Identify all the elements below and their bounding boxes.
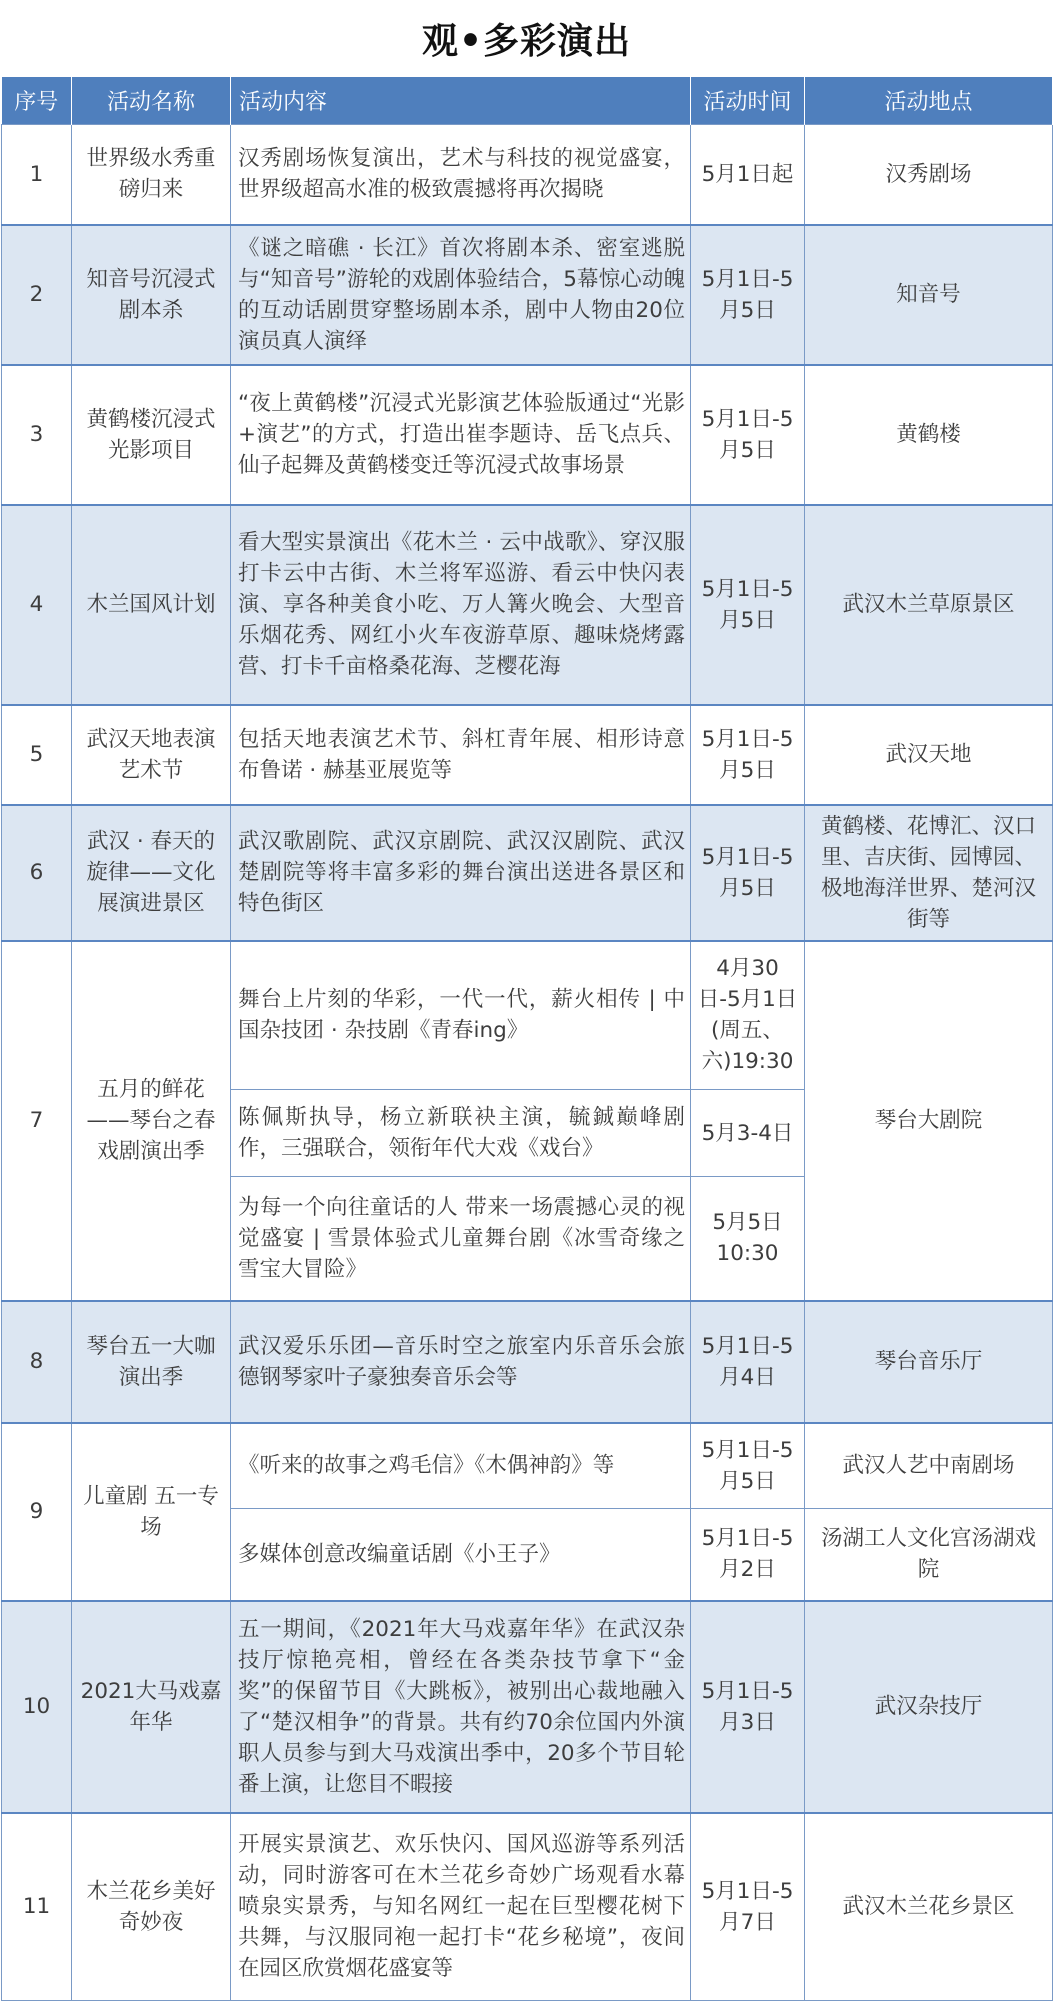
header-place: 活动地点	[805, 77, 1053, 125]
row-no: 1	[2, 125, 72, 225]
table-row	[2, 805, 1053, 941]
row-no: 6	[2, 805, 72, 941]
row-content: 陈佩斯执导，杨立新联袂主演，毓鋮巅峰剧作，三强联合，领衔年代大戏《戏台》	[231, 1090, 691, 1177]
row-time: 5月1日-5月5日	[691, 225, 805, 365]
row-no: 11	[2, 1813, 72, 2001]
row-time: 5月1日-5月5日	[691, 505, 805, 705]
row-place: 知音号	[805, 225, 1053, 365]
row-content: 看大型实景演出《花木兰 · 云中战歌》、穿汉服打卡云中古街、木兰将军巡游、看云中快闪表演、享各种美食小吃、万人篝火晚会、大型音乐烟花秀、网红小火车夜游草原、趣味烧烤露营、打卡千亩格桑花海、芝樱花海	[231, 505, 691, 705]
table-row	[2, 1301, 1053, 1423]
row-place: 武汉人艺中南剧场	[805, 1423, 1053, 1509]
row-place: 汉秀剧场	[805, 125, 1053, 225]
row-content: 包括天地表演艺术节、斜杠青年展、相形诗意布鲁诺 · 赫基亚展览等	[231, 705, 691, 805]
row-content: 《谜之暗礁 · 长江》首次将剧本杀、密室逃脱与“知音号”游轮的戏剧体验结合，5幕惊心动魄的互动话剧贯穿整场剧本杀，剧中人物由20位演员真人演绎	[231, 225, 691, 365]
table-row	[2, 365, 1053, 505]
row-time: 5月1日-5月4日	[691, 1301, 805, 1423]
header-name: 活动名称	[72, 77, 231, 125]
row-content: “夜上黄鹤楼”沉浸式光影演艺体验版通过“光影+演艺”的方式，打造出崔李题诗、岳飞点兵、仙子起舞及黄鹤楼变迁等沉浸式故事场景	[231, 365, 691, 505]
row-time: 5月1日-5月3日	[691, 1601, 805, 1813]
row-content: 《听来的故事之鸡毛信》《木偶神韵》等	[231, 1423, 691, 1509]
row-content: 武汉歌剧院、武汉京剧院、武汉汉剧院、武汉楚剧院等将丰富多彩的舞台演出送进各景区和特色街区	[231, 805, 691, 941]
table-row	[2, 1601, 1053, 1813]
row-name: 武汉天地表演艺术节	[72, 705, 231, 805]
row-name: 知音号沉浸式剧本杀	[72, 225, 231, 365]
table-row	[2, 941, 1053, 1090]
row-content: 多媒体创意改编童话剧《小王子》	[231, 1509, 691, 1601]
row-content: 为每一个向往童话的人 带来一场震撼心灵的视觉盛宴 | 雪景体验式儿童舞台剧《冰雪奇缘之雪宝大冒险》	[231, 1177, 691, 1301]
row-name: 儿童剧 五一专场	[72, 1423, 231, 1601]
row-time: 5月1日-5月5日	[691, 805, 805, 941]
row-place: 武汉木兰草原景区	[805, 505, 1053, 705]
header-no: 序号	[2, 77, 72, 125]
row-no: 2	[2, 225, 72, 365]
table-row	[2, 1813, 1053, 2001]
row-time: 5月1日-5月2日	[691, 1509, 805, 1601]
table-row	[2, 225, 1053, 365]
row-name: 木兰花乡美好奇妙夜	[72, 1813, 231, 2001]
row-time: 5月1日起	[691, 125, 805, 225]
row-content: 五一期间，《2021年大马戏嘉年华》在武汉杂技厅惊艳亮相，曾经在各类杂技节拿下“金奖”的保留节目《大跳板》，被别出心裁地融入了“楚汉相争”的背景。共有约70余位国内外演职人员参与到大马戏演出季中，20多个节目轮番上演，让您目不暇接	[231, 1601, 691, 1813]
row-no: 5	[2, 705, 72, 805]
row-name: 黄鹤楼沉浸式光影项目	[72, 365, 231, 505]
row-time: 5月1日-5月5日	[691, 705, 805, 805]
page-title: 观•多彩演出	[421, 20, 631, 62]
row-name: 木兰国风计划	[72, 505, 231, 705]
table-row	[2, 125, 1053, 225]
row-name: 五月的鲜花——琴台之春戏剧演出季	[72, 941, 231, 1301]
row-name: 琴台五一大咖演出季	[72, 1301, 231, 1423]
table-row	[2, 505, 1053, 705]
row-place: 武汉木兰花乡景区	[805, 1813, 1053, 2001]
row-no: 3	[2, 365, 72, 505]
row-time: 4月30日-5月1日(周五、六)19:30	[691, 941, 805, 1090]
row-content: 舞台上片刻的华彩，一代一代，薪火相传 | 中国杂技团 · 杂技剧《青春ing》	[231, 941, 691, 1090]
events-table	[1, 77, 1053, 2001]
header-content: 活动内容	[231, 77, 691, 125]
row-name: 2021大马戏嘉年华	[72, 1601, 231, 1813]
row-no: 7	[2, 941, 72, 1301]
row-place: 武汉杂技厅	[805, 1601, 1053, 1813]
row-no: 8	[2, 1301, 72, 1423]
row-time: 5月5日 10:30	[691, 1177, 805, 1301]
row-name: 武汉 · 春天的旋律——文化展演进景区	[72, 805, 231, 941]
row-content: 开展实景演艺、欢乐快闪、国风巡游等系列活动，同时游客可在木兰花乡奇妙广场观看水幕喷泉实景秀，与知名网红一起在巨型樱花树下共舞，与汉服同袍一起打卡“花乡秘境”，夜间在园区欣赏烟花盛宴等	[231, 1813, 691, 2001]
header-time: 活动时间	[691, 77, 805, 125]
row-time: 5月1日-5月5日	[691, 1423, 805, 1509]
row-place: 黄鹤楼、花博汇、汉口里、吉庆街、园博园、极地海洋世界、楚河汉街等	[805, 805, 1053, 941]
row-place: 武汉天地	[805, 705, 1053, 805]
row-time: 5月1日-5月7日	[691, 1813, 805, 2001]
row-time: 5月1日-5月5日	[691, 365, 805, 505]
row-content: 武汉爱乐乐团—音乐时空之旅室内乐音乐会旅德钢琴家叶子豪独奏音乐会等	[231, 1301, 691, 1423]
row-no: 9	[2, 1423, 72, 1601]
row-place: 琴台音乐厅	[805, 1301, 1053, 1423]
row-place: 黄鹤楼	[805, 365, 1053, 505]
row-content: 汉秀剧场恢复演出，艺术与科技的视觉盛宴，世界级超高水准的极致震撼将再次揭晓	[231, 125, 691, 225]
row-time: 5月3-4日	[691, 1090, 805, 1177]
row-no: 10	[2, 1601, 72, 1813]
row-place: 琴台大剧院	[805, 941, 1053, 1301]
table-header-row	[2, 77, 1053, 125]
row-place: 汤湖工人文化宫汤湖戏院	[805, 1509, 1053, 1601]
table-row	[2, 705, 1053, 805]
row-name: 世界级水秀重磅归来	[72, 125, 231, 225]
row-no: 4	[2, 505, 72, 705]
table-row	[2, 1423, 1053, 1509]
